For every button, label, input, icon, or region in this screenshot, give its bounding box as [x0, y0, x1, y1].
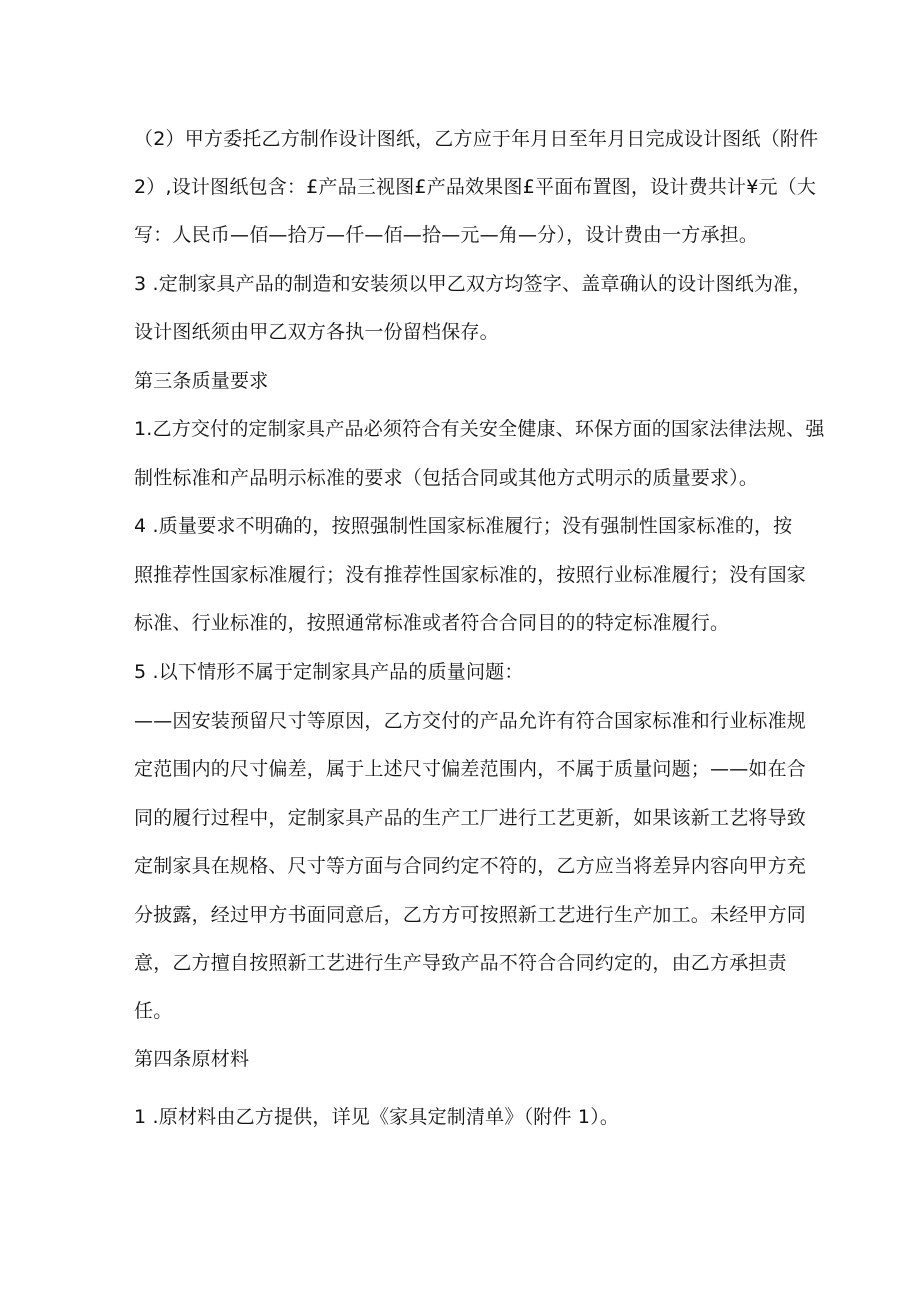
paragraph-line-12: 5 .以下情形不属于定制家具产品的质量问题： — [134, 661, 524, 683]
paragraph-line-2: 2）,设计图纸包含：£产品三视图£产品效果图£平面布置图，设计费共计¥元（大 — [134, 176, 817, 198]
paragraph-line-15: 同的履行过程中，定制家具产品的生产工厂进行工艺更新，如果该新工艺将导致 — [134, 807, 807, 829]
paragraph-line-8: 制性标准和产品明示标准的要求（包括合同或其他方式明示的质量要求）。 — [134, 467, 759, 489]
section-heading-materials: 第四条原材料 — [134, 1048, 250, 1070]
paragraph-line-14: 定范围内的尺寸偏差，属于上述尺寸偏差范围内，不属于质量问题；——如在合 — [134, 758, 807, 780]
paragraph-line-17: 分披露，经过甲方书面同意后，乙方方可按照新工艺进行生产加工。未经甲方同 — [134, 904, 807, 926]
paragraph-line-21: 1 .原材料由乙方提供，详见《家具定制清单》（附件 1）。 — [134, 1106, 620, 1128]
section-heading-quality: 第三条质量要求 — [134, 370, 269, 392]
paragraph-line-5: 设计图纸须由甲乙双方各执一份留档保存。 — [134, 321, 499, 343]
paragraph-line-13: ——因安装预留尺寸等原因，乙方交付的产品允许有符合国家标准和行业标准规 — [134, 710, 807, 732]
paragraph-line-10: 照推荐性国家标准履行；没有推荐性国家标准的，按照行业标准履行；没有国家 — [134, 564, 807, 586]
paragraph-line-1: （2）甲方委托乙方制作设计图纸，乙方应于年月日至年月日完成设计图纸（附件 — [134, 128, 819, 150]
paragraph-line-11: 标准、行业标准的，按照通常标准或者符合合同目的的特定标准履行。 — [134, 612, 730, 634]
paragraph-line-9: 4 .质量要求不明确的，按照强制性国家标准履行；没有强制性国家标准的，按 — [134, 515, 793, 537]
paragraph-line-7: 1.乙方交付的定制家具产品必须符合有关安全健康、环保方面的国家法律法规、强 — [134, 418, 825, 440]
paragraph-line-4: 3 .定制家具产品的制造和安装须以甲乙双方均签字、盖章确认的设计图纸为准， — [134, 273, 812, 295]
paragraph-line-18: 意，乙方擅自按照新工艺进行生产导致产品不符合合同约定的，由乙方承担责 — [134, 952, 787, 974]
paragraph-line-19: 任。 — [134, 1000, 173, 1022]
paragraph-line-3: 写：人民币—佰—拾万—仟—佰—拾—元—角—分），设计费由一方承担。 — [134, 224, 759, 246]
paragraph-line-16: 定制家具在规格、尺寸等方面与合同约定不符的，乙方应当将差异内容向甲方充 — [134, 855, 807, 877]
